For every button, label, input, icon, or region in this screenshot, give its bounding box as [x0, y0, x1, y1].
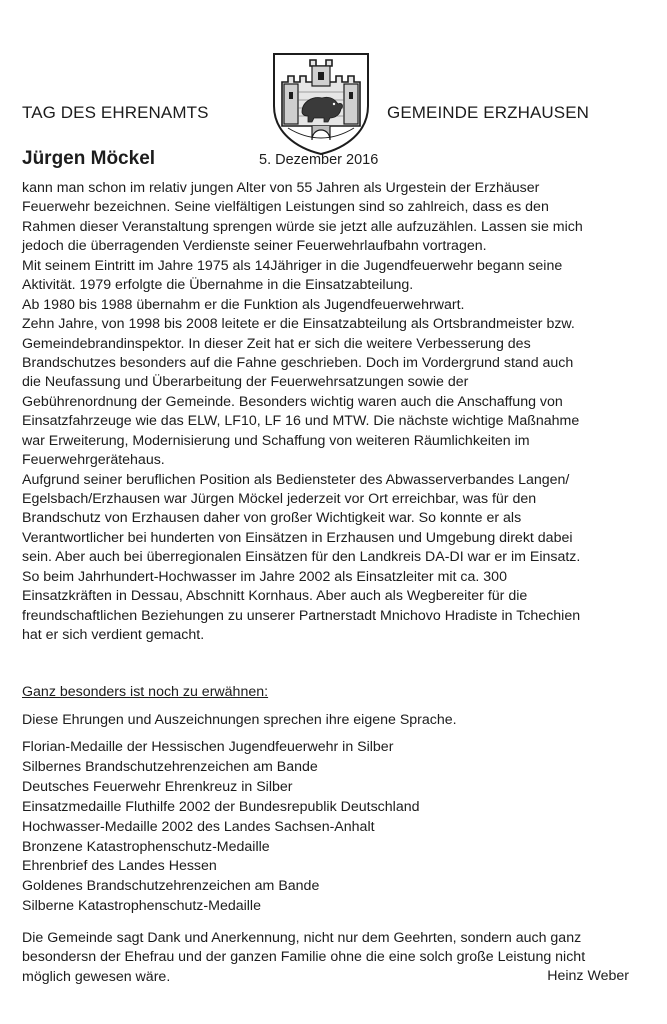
- body-line: Brandschutz von Erzhausen daher von großer Wichtigkeit war. So konnte er als: [22, 510, 522, 527]
- body-line: Einsatzfahrzeuge wie das ELW, LF10, LF 16 und MTW. Die nächste wichtige Maßnahme: [22, 413, 580, 430]
- body-line: die Neufassung und Überarbeitung der Feuerwehrsatzungen sowie der: [22, 374, 469, 391]
- body-line: sein. Aber auch bei überregionalen Einsätzen für den Landkreis DA-DI war er im Einsatz.: [22, 549, 581, 566]
- closing-line: Die Gemeinde sagt Dank und Anerkennung, nicht nur dem Geehrten, sondern auch ganz: [22, 930, 582, 946]
- body-line: kann man schon im relativ jungen Alter von 55 Jahren als Urgestein der Erzhäuser: [22, 180, 540, 196]
- body-line: war Erweiterung, Modernisierung und Schaffung von weiteren Räumlichkeiten im: [22, 432, 530, 449]
- award-item: Ehrenbrief des Landes Hessen: [22, 858, 217, 875]
- coat-of-arms-icon: [268, 48, 374, 156]
- closing-line: möglich gewesen wäre.: [22, 968, 171, 985]
- award-item: Hochwasser-Medaille 2002 des Landes Sachsen-Anhalt: [22, 818, 375, 835]
- body-line: Egelsbach/Erzhausen war Jürgen Möckel jederzeit vor Ort erreichbar, was für den: [22, 491, 537, 507]
- award-item: Einsatzmedaille Fluthilfe 2002 der Bundesrepublik Deutschland: [22, 798, 420, 815]
- body-line: Gemeindebrandinspektor. In dieser Zeit hat er sich die weitere Verbesserung des: [22, 335, 531, 352]
- award-item: Deutsches Feuerwehr Ehrenkreuz in Silber: [22, 778, 293, 795]
- header-event-title: TAG DES EHRENAMTS: [22, 103, 209, 122]
- body-line: Rahmen dieser Veranstaltung sprengen würde sie jetzt alle aufzuzählen. Lassen sie mich: [22, 218, 583, 235]
- body-line: Zehn Jahre, von 1998 bis 2008 leitete er die Einsatzabteilung als Ortsbrandmeister bzw.: [22, 316, 575, 333]
- body-line: Verantwortlicher bei hunderten von Einsätzen in Erzhausen und Umgebung direkt dabei: [22, 529, 573, 546]
- section-heading: Ganz besonders ist noch zu erwähnen:: [22, 684, 269, 700]
- header-municipality: GEMEINDE ERZHAUSEN: [387, 103, 590, 122]
- awards-list: [22, 738, 420, 917]
- body-text: [22, 179, 648, 646]
- body-line: Feuerwehr bezeichnen. Seine vielfältigen Leistungen sind so zahlreich, dass es den: [22, 199, 549, 216]
- body-line: Aufgrund seiner beruflichen Position als Bediensteter des Abwasserverbandes Langen/: [22, 471, 570, 488]
- closing-line: besondersn der Ehefrau und der ganzen Familie ohne die eine solch große Leistung nicht: [22, 949, 586, 966]
- body-line: Mit seinem Eintritt im Jahre 1975 als 14Jähriger in die Jugendfeuerwehr begann seine: [22, 257, 563, 274]
- body-line: Gebührenordnung der Gemeinde. Besonders wichtig waren auch die Anschaffung von: [22, 393, 563, 410]
- document-date: 5. Dezember 2016: [259, 152, 379, 168]
- awards-intro: Diese Ehrungen und Auszeichnungen sprechen ihre eigene Sprache.: [22, 712, 457, 728]
- body-line: Aktivität. 1979 erfolgte die Übernahme in die Einsatzabteilung.: [22, 277, 414, 294]
- body-line: Feuerwehrgerätehaus.: [22, 452, 165, 469]
- body-line: So beim Jahrhundert-Hochwasser im Jahre 2002 als Einsatzleiter mit ca. 300: [22, 568, 507, 585]
- body-line: freundschaftlichen Beziehungen zu unserer Partnerstadt Mnichovo Hradiste in Tchechien: [22, 607, 581, 624]
- body-line: hat er sich verdient gemacht.: [22, 627, 205, 644]
- body-line: Brandschutzes besonders auf die Fahne geschrieben. Doch im Vordergrund stand auch: [22, 354, 574, 371]
- honoree-name: Jürgen Möckel: [22, 148, 156, 169]
- body-line: jedoch die überragenden Verdienste seiner Feuerwehrlaufbahn vortragen.: [22, 238, 487, 255]
- body-line: Einsatzkräften in Dessau, Abschnitt Kornhaus. Aber auch als Wegbereiter für die: [22, 588, 528, 605]
- award-item: Silberne Katastrophenschutz-Medaille: [22, 898, 261, 915]
- award-item: Bronzene Katastrophenschutz-Medaille: [22, 838, 270, 855]
- award-item: Goldenes Brandschutzehrenzeichen am Bande: [22, 878, 320, 895]
- author-signature: Heinz Weber: [547, 968, 629, 984]
- body-line: Ab 1980 bis 1988 übernahm er die Funktion als Jugendfeuerwehrwart.: [22, 296, 465, 313]
- award-item: Florian-Medaille der Hessischen Jugendfeuerwehr in Silber: [22, 739, 394, 755]
- award-item: Silbernes Brandschutzehrenzeichen am Bande: [22, 758, 318, 775]
